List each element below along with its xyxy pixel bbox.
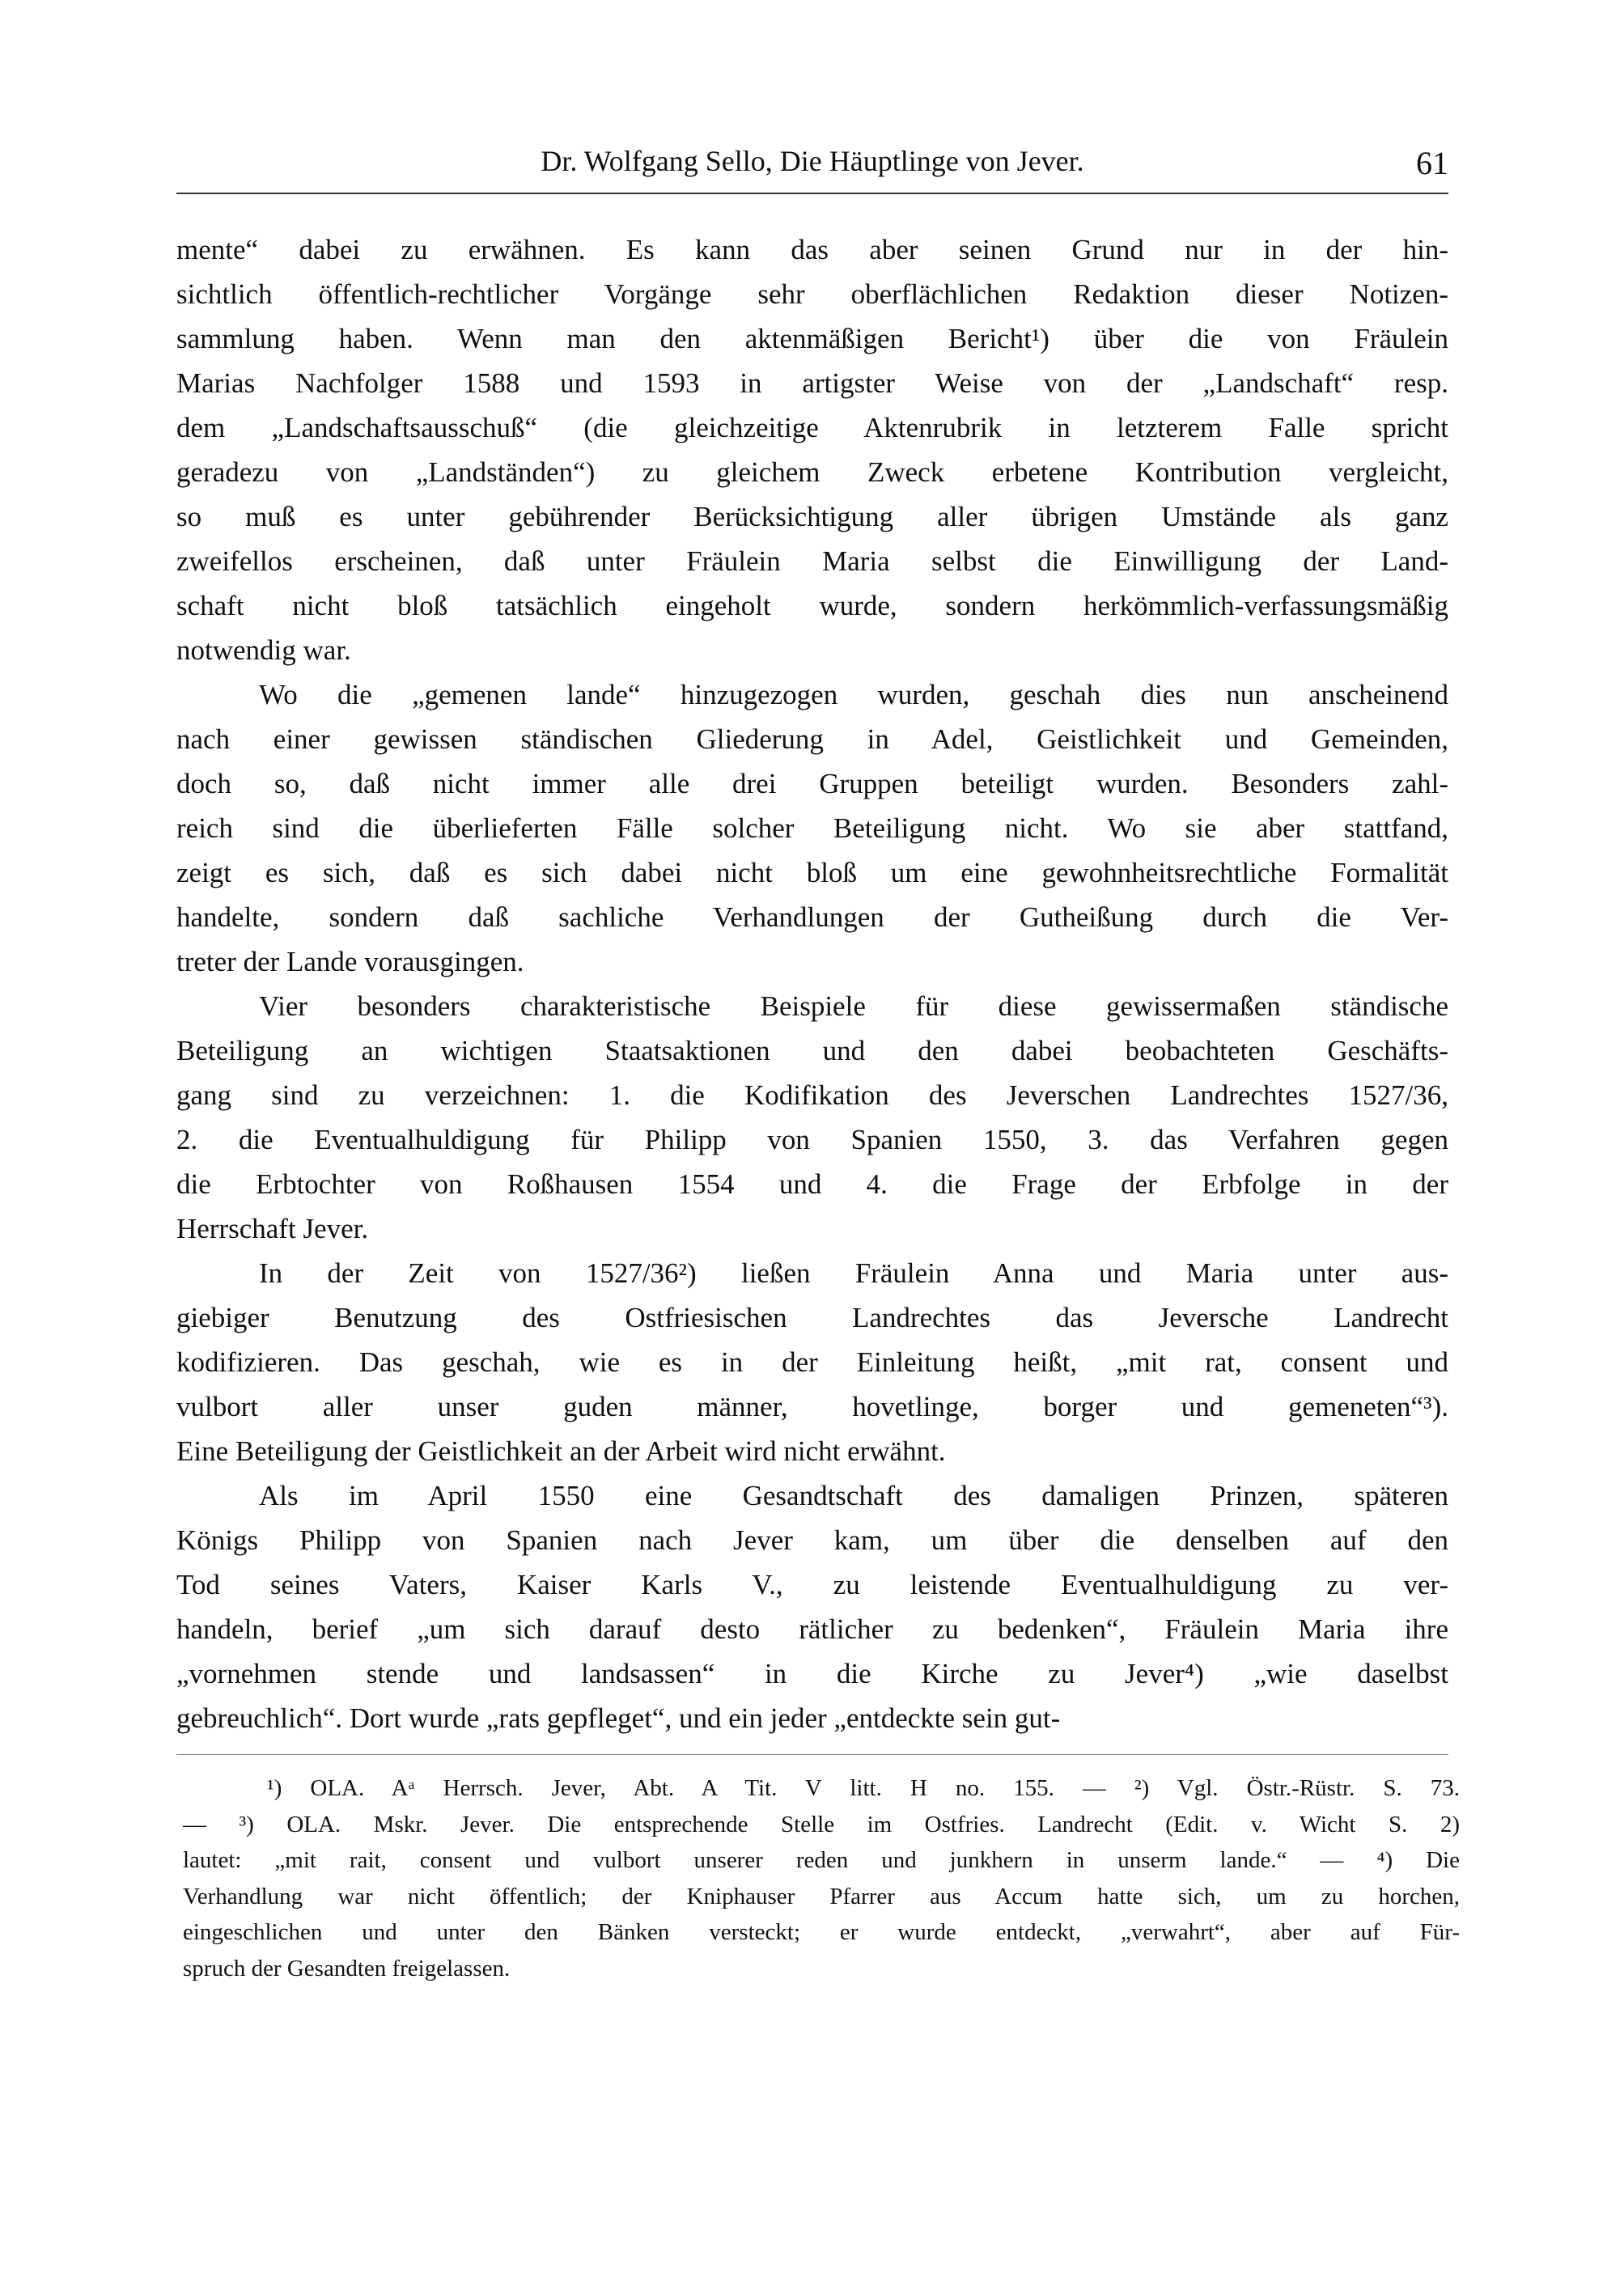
text-line: sammlung haben. Wenn man den aktenmäßigen Bericht¹) über die von Fräulein <box>176 323 1448 354</box>
text-line: doch so, daß nicht immer alle drei Gruppen beteiligt wurden. Besonders zahl- <box>176 768 1448 799</box>
text-line: Beteiligung an wichtigen Staatsaktionen und den dabei beobachteten Geschäfts- <box>176 1035 1448 1066</box>
text-line: Marias Nachfolger 1588 und 1593 in artigster Weise von der „Landschaft“ resp. <box>176 367 1448 399</box>
text-line: 2. die Eventualhuldigung für Philipp von Spanien 1550, 3. das Verfahren gegen <box>176 1124 1448 1155</box>
text-line: kodifizieren. Das geschah, wie es in der Einleitung heißt, „mit rat, consent und <box>176 1346 1448 1378</box>
text-line: zweifellos erscheinen, daß unter Fräulein Maria selbst die Einwilligung der Land- <box>176 545 1448 577</box>
text-line: so muß es unter gebührender Berücksichtigung aller übrigen Umstände als ganz <box>176 501 1448 532</box>
text-line: dem „Landschaftsausschuß“ (die gleichzeitige Aktenrubrik in letzterem Falle spricht <box>176 412 1448 443</box>
text-line: Wo die „gemenen lande“ hinzugezogen wurden, geschah dies nun anscheinend <box>259 679 1448 710</box>
text-line: In der Zeit von 1527/36²) ließen Fräulein Anna und Maria unter aus- <box>259 1257 1448 1289</box>
footnote-line: — ³) OLA. Mskr. Jever. Die entsprechende Stelle im Ostfries. Landrecht (Edit. v. Wicht S. 2) <box>183 1811 1460 1837</box>
text-line: „vornehmen stende und landsassen“ in die Kirche zu Jever⁴) „wie daselbst <box>176 1658 1448 1689</box>
footnote-line: lautet: „mit rait, consent und vulbort unserer reden und junkhern in unserm lande.“ — ⁴) Die <box>183 1847 1460 1874</box>
text-line: gebreuchlich“. Dort wurde „rats gepfleget“, und ein jeder „entdeckte sein gut- <box>176 1702 1061 1734</box>
text-line: schaft nicht bloß tatsächlich eingeholt wurde, sondern herkömmlich-verfassungsmäßig <box>176 590 1448 621</box>
text-line: Tod seines Vaters, Kaiser Karls V., zu leistende Eventualhuldigung zu ver- <box>176 1569 1448 1600</box>
paragraph <box>176 672 1448 984</box>
body-text <box>176 227 1448 1740</box>
text-line: nach einer gewissen ständischen Gliederung in Adel, Geistlichkeit und Gemeinden, <box>176 723 1448 755</box>
text-line: gang sind zu verzeichnen: 1. die Kodifikation des Jeverschen Landrechtes 1527/36, <box>176 1079 1448 1111</box>
header-title: Dr. Wolfgang Sello, Die Häuptlinge von Jever. <box>541 145 1084 177</box>
text-line: mente“ dabei zu erwähnen. Es kann das aber seinen Grund nur in der hin- <box>176 234 1448 265</box>
footnote-line: eingeschlichen und unter den Bänken versteckt; er wurde entdeckt, „verwahrt“, aber auf Für- <box>183 1919 1460 1946</box>
footnote-line: spruch der Gesandten freigelassen. <box>183 1955 511 1981</box>
text-line: Königs Philipp von Spanien nach Jever kam, um über die denselben auf den <box>176 1524 1448 1556</box>
text-line: zeigt es sich, daß es sich dabei nicht bloß um eine gewohnheitsrechtliche Formalität <box>176 857 1448 888</box>
text-line: Herrschaft Jever. <box>176 1213 369 1244</box>
footnote-rule <box>176 1754 1448 1755</box>
text-line: reich sind die überlieferten Fälle solcher Beteiligung nicht. Wo sie aber stattfand, <box>176 812 1448 844</box>
text-line: handeln, berief „um sich darauf desto rätlicher zu bedenken“, Fräulein Maria ihre <box>176 1613 1448 1645</box>
paragraph <box>176 1473 1448 1740</box>
paragraph <box>176 1251 1448 1473</box>
header-rule <box>176 193 1448 194</box>
paragraph <box>176 984 1448 1251</box>
text-line: vulbort aller unser guden männer, hovetlinge, borger und gemeneten“³). <box>176 1391 1448 1422</box>
text-line: treter der Lande vorausgingen. <box>176 946 524 977</box>
footnote-line: Verhandlung war nicht öffentlich; der Kniphauser Pfarrer aus Accum hatte sich, um zu horchen, <box>183 1883 1460 1909</box>
text-line: die Erbtochter von Roßhausen 1554 und 4. die Frage der Erbfolge in der <box>176 1168 1448 1200</box>
running-header <box>176 144 1448 184</box>
text-line: geradezu von „Landständen“) zu gleichem Zweck erbetene Kontribution vergleicht, <box>176 456 1448 488</box>
text-line: Als im April 1550 eine Gesandtschaft des damaligen Prinzen, späteren <box>259 1480 1448 1511</box>
text-line: handelte, sondern daß sachliche Verhandlungen der Gutheißung durch die Ver- <box>176 901 1448 933</box>
footnote-line: ¹) OLA. Aᵃ Herrsch. Jever, Abt. A Tit. V litt. H no. 155. — ²) Vgl. Östr.-Rüstr. S. 73. <box>267 1775 1460 1801</box>
text-line: notwendig war. <box>176 634 351 666</box>
text-line: sichtlich öffentlich-rechtlicher Vorgänge sehr oberflächlichen Redaktion dieser Notizen- <box>176 278 1448 310</box>
text-line: Eine Beteiligung der Geistlichkeit an der Arbeit wird nicht erwähnt. <box>176 1435 946 1467</box>
page-number: 61 <box>1416 145 1448 181</box>
footnotes <box>183 1770 1460 1987</box>
text-line: giebiger Benutzung des Ostfriesischen Landrechtes das Jeversche Landrecht <box>176 1302 1448 1333</box>
text-line: Vier besonders charakteristische Beispiele für diese gewissermaßen ständische <box>259 990 1448 1022</box>
paragraph <box>176 227 1448 672</box>
